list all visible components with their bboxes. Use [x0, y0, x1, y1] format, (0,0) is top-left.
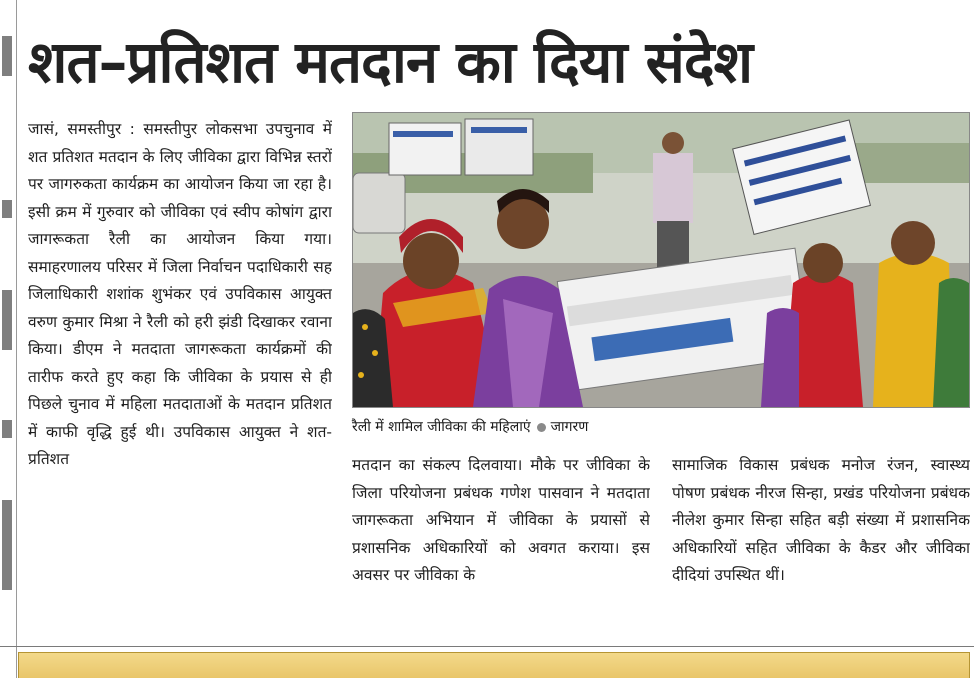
caption-text: रैली में शामिल जीविका की महिलाएं — [352, 419, 531, 435]
caption-bullet-icon — [537, 423, 546, 432]
bottom-advert-strip — [18, 652, 970, 678]
adjacent-text-fragment — [2, 200, 12, 218]
article-column-3-text: सामाजिक विकास प्रबंधक मनोज रंजन, स्वास्थ्य पोषण प्रबंधक नीरज सिन्हा, प्रखंड परियोजना प्रबंधक नीलेश कुमार सिन्हा सहित बड़ी संख्या में प्रशासनिक अधिकारियों सहित जीविका के कैडर और जीविका दीदियां उपस्थित थीं। — [672, 456, 970, 584]
page-divider — [0, 646, 974, 647]
adjacent-text-fragment — [2, 420, 12, 438]
adjacent-column-strip — [0, 0, 17, 678]
adjacent-text-fragment — [2, 500, 12, 590]
rally-photo — [352, 112, 970, 408]
photo-caption — [352, 414, 968, 440]
article-column-2-text: मतदान का संकल्प दिलवाया। मौके पर जीविका के जिला परियोजना प्रबंधक गणेश पासवान ने मतदाता जागरूकता अभियान में जीविका के प्रयासों से प्रशासनिक अधिकारियों को अवगत कराया। इस अवसर पर जीविका के — [352, 456, 650, 584]
article-column-1 — [28, 116, 332, 636]
caption-credit: जागरण — [550, 419, 589, 435]
rally-photo-illustration — [353, 113, 969, 407]
article-headline: शत–प्रतिशत मतदान का दिया संदेश — [28, 28, 753, 96]
article-column-1-text: जासं, समस्तीपुर : समस्तीपुर लोकसभा उपचुनाव में शत प्रतिशत मतदान के लिए जीविका द्वारा विभिन्न स्तरों पर जागरुकता कार्यक्रम का आयोजन किया जा रहा है। इसी क्रम में गुरुवार को जीविका एवं स्वीप कोषांग द्वारा जागरूकता रैली का आयोजन किया गया। समाहरणालय परिसर में जिला निर्वाचन पदाधिकारी सह जिलाधिकारी शशांक शुभंकर एवं उपविकास आयुक्त वरुण कुमार मिश्रा ने रैली को हरी झंडी दिखाकर रवाना किया। डीएम ने मतदाता जागरूकता कार्यक्रमों की तारीफ करते हुए कहा कि जीविका के प्रयास से ही पिछले चुनाव में महिला मतदाताओं के मतदान प्रतिशत में काफी वृद्धि हुई थी। उपविकास आयुक्त ने शत-प्रतिशत — [28, 120, 332, 468]
article-column-2 — [352, 452, 650, 638]
adjacent-text-fragment — [2, 290, 12, 350]
adjacent-text-fragment — [2, 36, 12, 76]
article-column-3 — [672, 452, 970, 638]
